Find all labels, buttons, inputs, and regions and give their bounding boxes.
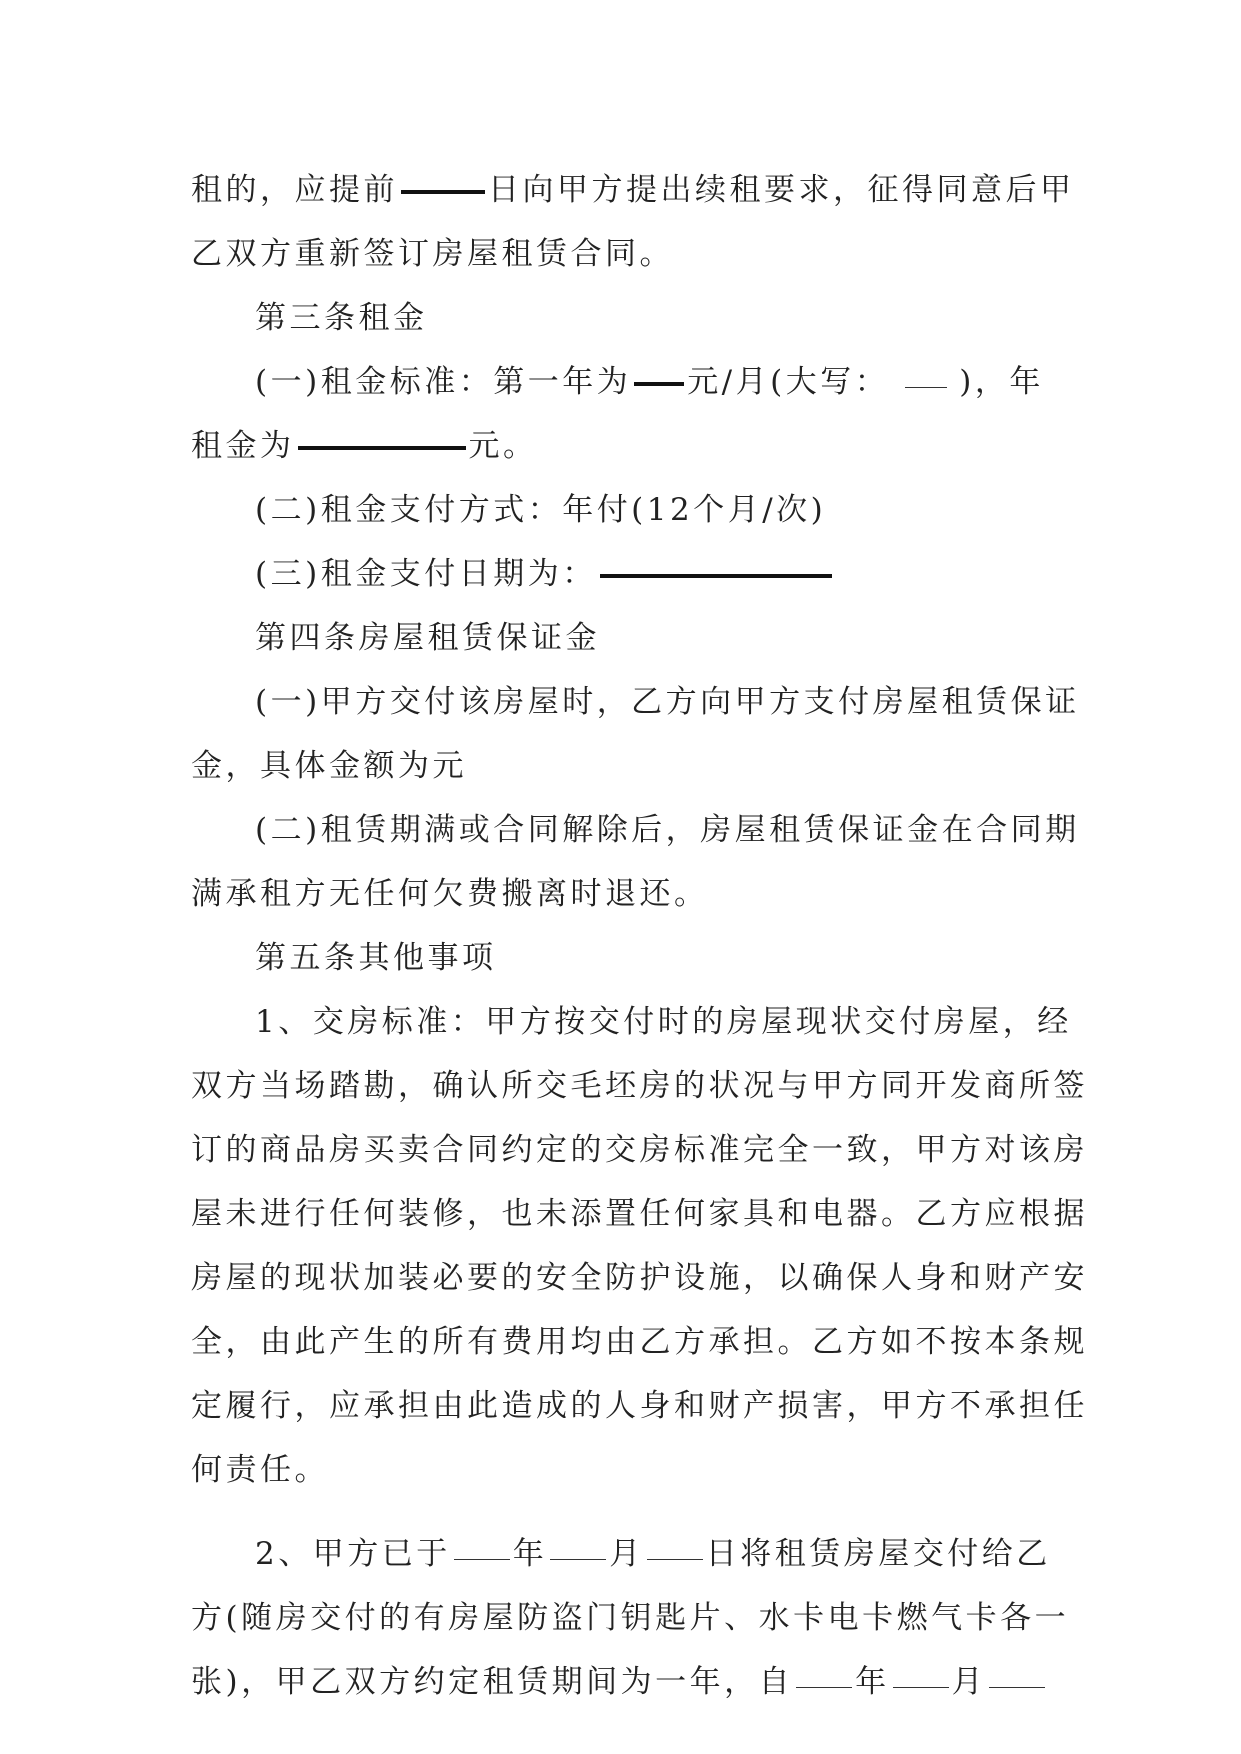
text-line: 定履行，应承担由此造成的人身和财产损害，甲方不承担任	[191, 1388, 1088, 1424]
text-segment: 租金为	[191, 428, 295, 464]
text-line: 全，由此产生的所有费用均由乙方承担。乙方如不按本条规	[191, 1324, 1088, 1360]
blank-field	[796, 1687, 852, 1688]
text-line: (一)甲方交付该房屋时，乙方向甲方支付房屋租赁保证	[255, 684, 1080, 720]
text-line	[191, 1522, 1049, 1586]
text-line: 金，具体金额为元	[191, 748, 467, 784]
article-heading: 第三条租金	[255, 300, 428, 336]
blank-field	[298, 446, 466, 450]
blank-field	[647, 1559, 703, 1560]
text-line: 1、交房标准：甲方按交付时的房屋现状交付房屋，经	[255, 1004, 1072, 1040]
text-segment: 月	[609, 1536, 644, 1572]
text-segment: 月	[951, 1664, 987, 1700]
text-segment: )，年	[959, 364, 1044, 400]
blank-field	[893, 1687, 949, 1688]
text-segment: 年	[855, 1664, 890, 1700]
blank-field	[634, 382, 684, 386]
text-segment: 张)，甲乙双方约定租赁期间为一年，自	[191, 1664, 794, 1700]
text-segment: 日向甲方提出续租要求，征得同意后甲	[488, 172, 1075, 208]
article-heading: 第五条其他事项	[255, 940, 497, 976]
text-segment: 年	[512, 1536, 548, 1572]
text-line	[191, 542, 1049, 606]
article-heading: 第四条房屋租赁保证金	[255, 620, 600, 656]
text-line: 何责任。	[191, 1452, 329, 1488]
text-line: 屋未进行任何装修，也未添置任何家具和电器。乙方应根据	[191, 1196, 1088, 1232]
text-segment: (三)租金支付日期为：	[255, 556, 597, 592]
blank-field	[550, 1559, 606, 1560]
text-line	[191, 414, 1049, 478]
text-line: 订的商品房买卖合同约定的交房标准完全一致，甲方对该房	[191, 1132, 1088, 1168]
text-line	[191, 1650, 1049, 1714]
text-line: 乙双方重新签订房屋租赁合同。	[191, 236, 674, 272]
text-line	[191, 350, 1049, 414]
text-segment: (一)租金标准：第一年为	[255, 364, 632, 400]
blank-field	[600, 574, 832, 578]
text-line	[191, 158, 1075, 222]
text-segment: 元。	[468, 428, 538, 464]
document-page	[191, 158, 1088, 1714]
text-segment: 2、甲方已于	[255, 1536, 451, 1572]
blank-field	[989, 1687, 1045, 1688]
text-segment: 租的，应提前	[191, 172, 398, 208]
blank-field	[454, 1559, 510, 1560]
blank-field	[401, 190, 485, 194]
text-line: 满承租方无任何欠费搬离时退还。	[191, 876, 709, 912]
text-line: (二)租赁期满或合同解除后，房屋租赁保证金在合同期	[255, 812, 1080, 848]
blank-field	[905, 387, 947, 388]
text-segment: 元/月(大写：	[687, 364, 890, 400]
text-line: (二)租金支付方式：年付(12个月/次)	[255, 492, 827, 528]
text-segment: 日将租赁房屋交付给乙	[705, 1536, 1051, 1572]
text-line: 房屋的现状加装必要的安全防护设施，以确保人身和财产安	[191, 1260, 1088, 1296]
text-line: 方(随房交付的有房屋防盗门钥匙片、水卡电卡燃气卡各一	[191, 1600, 1070, 1636]
text-line: 双方当场踏勘，确认所交毛坯房的状况与甲方同开发商所签	[191, 1068, 1088, 1104]
